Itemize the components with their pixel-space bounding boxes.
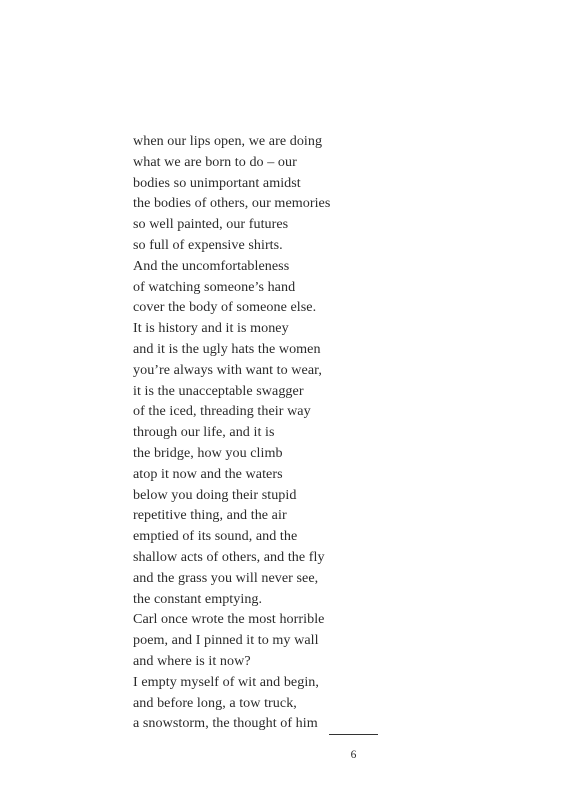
poem-line: And the uncomfortableness (133, 257, 290, 274)
poem-line: of watching someone’s hand (133, 278, 296, 295)
poem-line: you’re always with want to wear, (133, 361, 322, 378)
poem-text (133, 131, 393, 734)
poem-line: of the iced, threading their way (133, 403, 311, 420)
poem-line: a snowstorm, the thought of him (133, 715, 318, 732)
poem-line: and the grass you will never see, (133, 569, 319, 586)
poem-line: atop it now and the waters (133, 465, 283, 482)
poem-line: I empty myself of wit and begin, (133, 673, 319, 690)
poem-line: and where is it now? (133, 652, 251, 669)
poem-line: repetitive thing, and the air (133, 507, 287, 524)
poem-line: the constant emptying. (133, 590, 263, 607)
poem-line: emptied of its sound, and the (133, 528, 298, 545)
poem-line: and before long, a tow truck, (133, 694, 297, 711)
page-number: 6 (350, 749, 357, 761)
poem-line: Carl once wrote the most horrible (133, 611, 325, 628)
poem-line: when our lips open, we are doing (133, 133, 323, 149)
poem-line: It is history and it is money (133, 320, 289, 337)
poem-line: cover the body of someone else. (133, 299, 317, 316)
poem-line: through our life, and it is (133, 424, 275, 441)
poem-line: poem, and I pinned it to my wall (133, 632, 319, 649)
poem-line: so full of expensive shirts. (133, 236, 283, 253)
poem-line: it is the unacceptable swagger (133, 382, 304, 399)
poem-line: below you doing their stupid (133, 486, 297, 503)
poem-line: so well painted, our futures (133, 216, 289, 233)
footer-rule (329, 734, 378, 735)
poem-line: bodies so unimportant amidst (133, 174, 301, 191)
poem-line: and it is the ugly hats the women (133, 340, 321, 357)
poem-line: shallow acts of others, and the fly (133, 548, 325, 565)
poem-line: what we are born to do – our (133, 153, 297, 170)
poem-line: the bridge, how you climb (133, 444, 283, 461)
poem-line: the bodies of others, our memories (133, 195, 331, 212)
